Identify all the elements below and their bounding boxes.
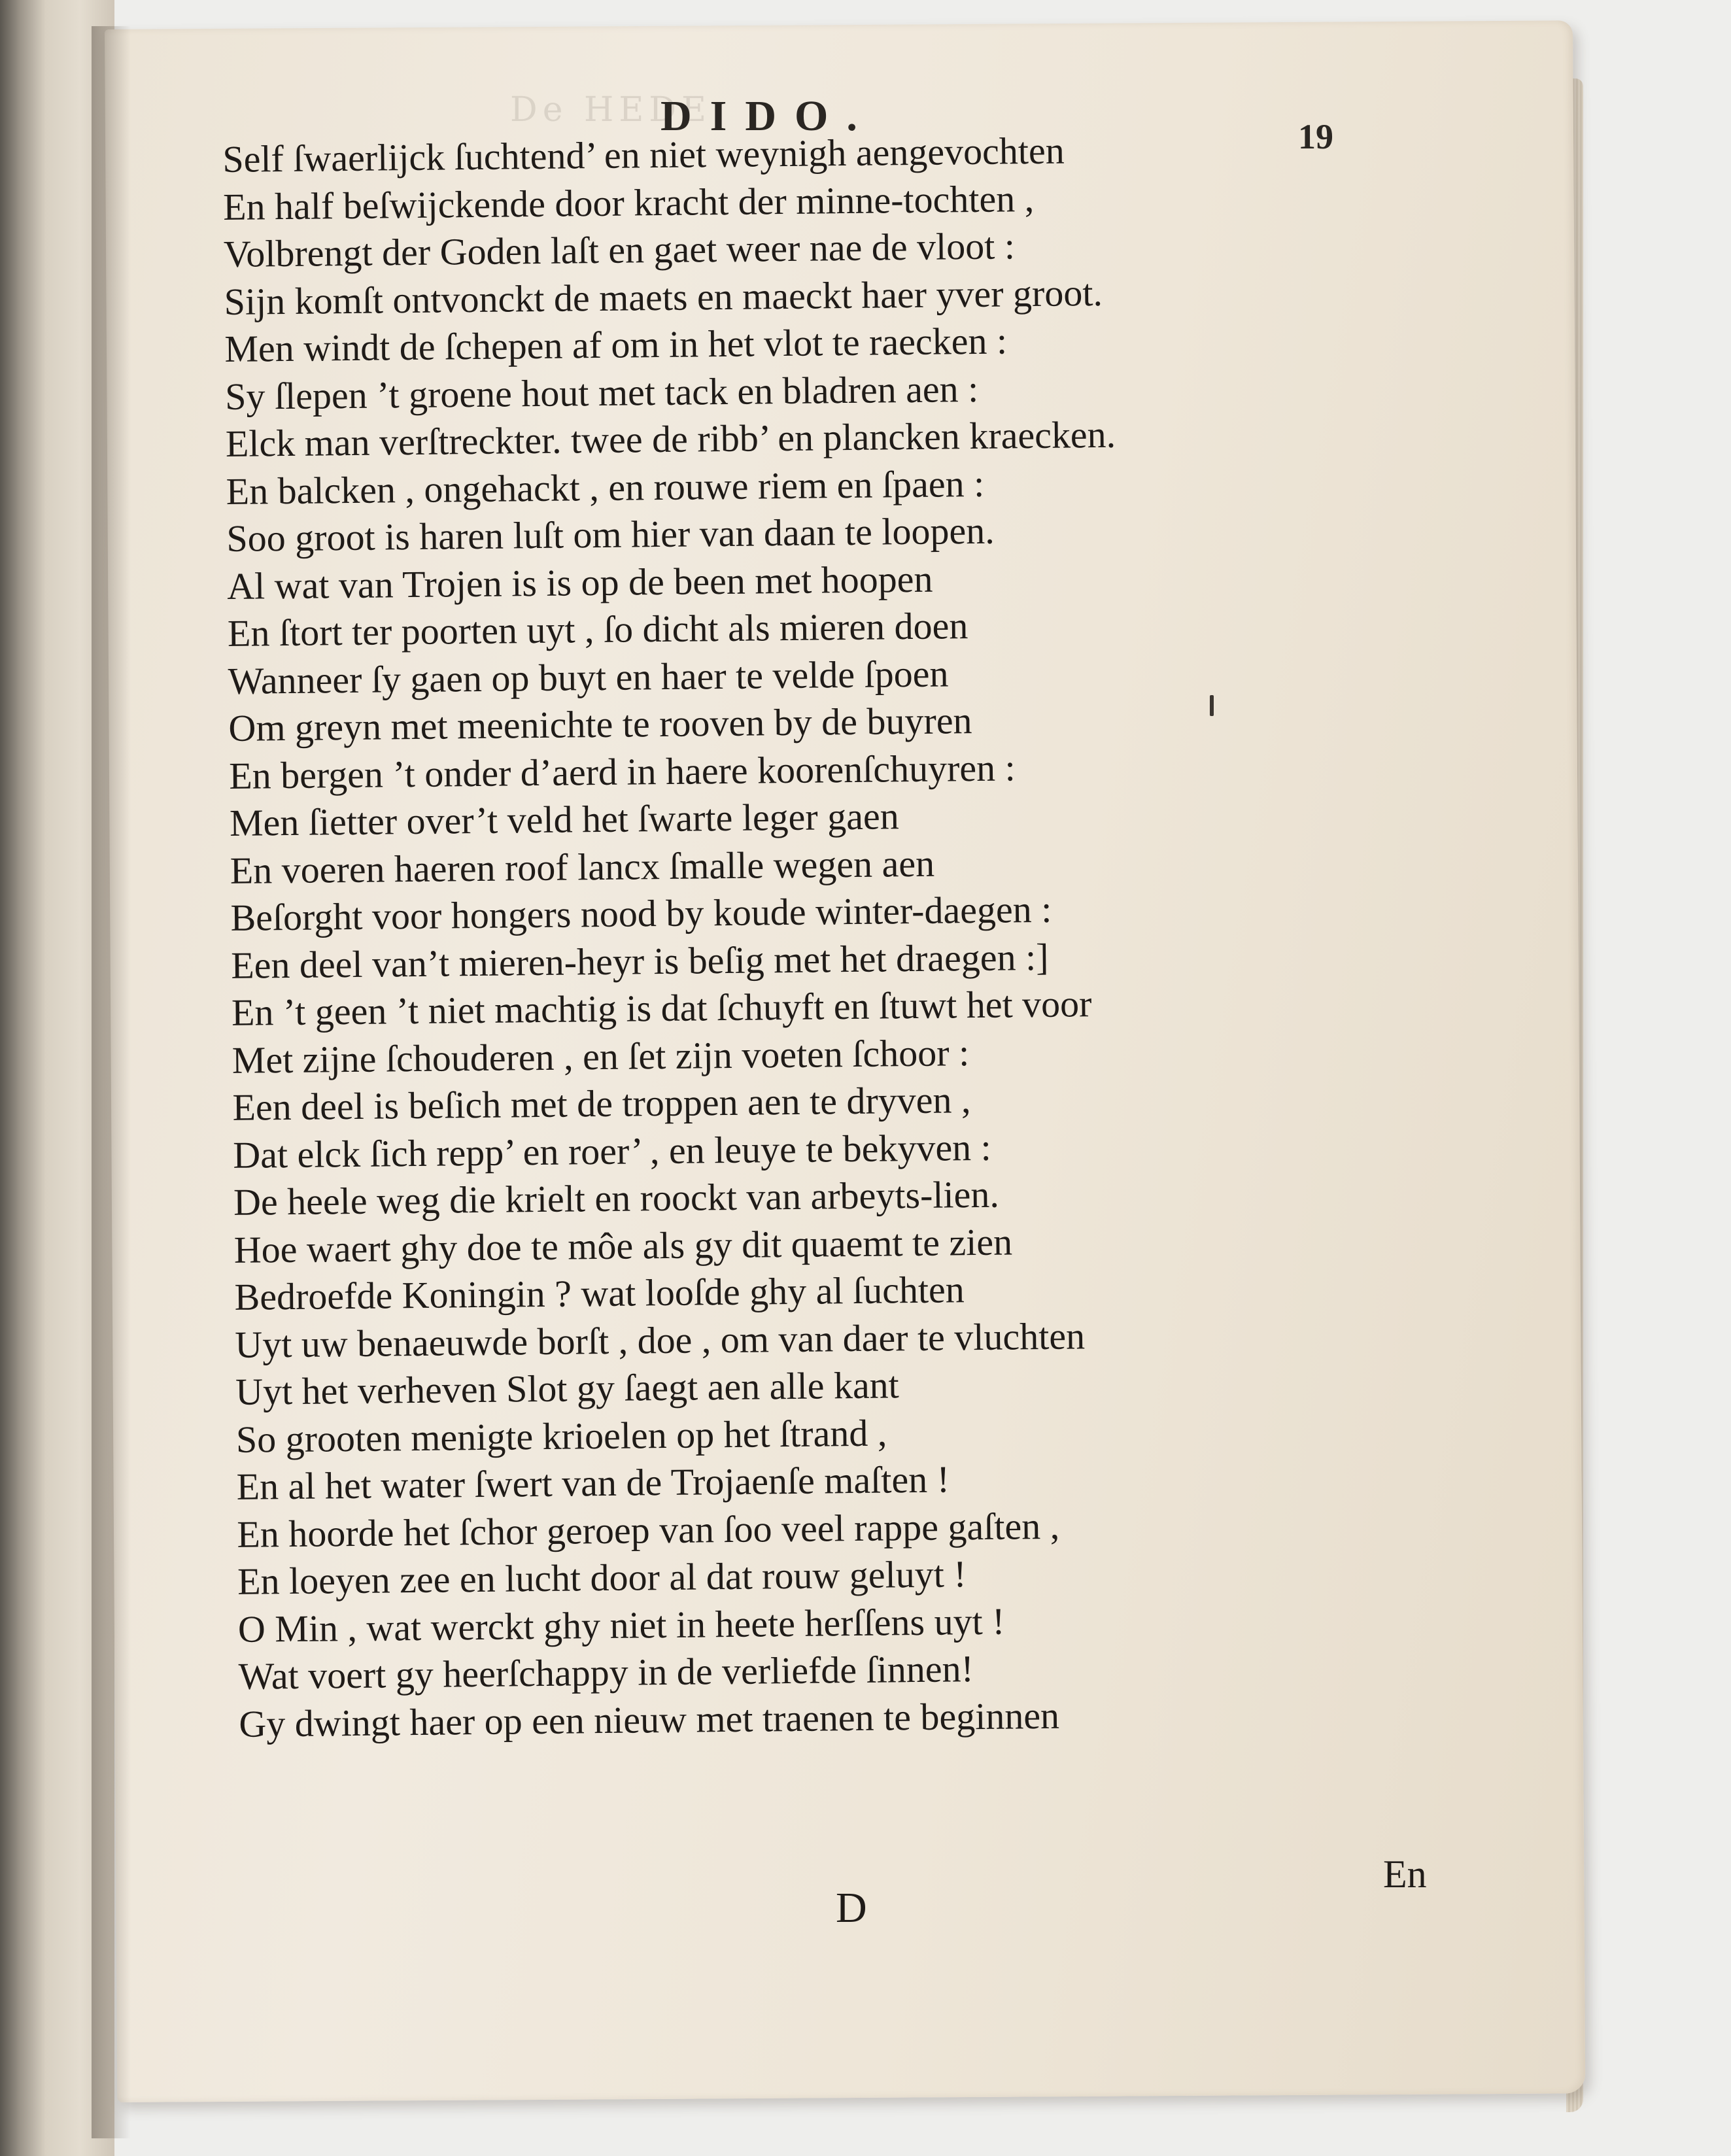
verse-line: Sijn komſt ontvonckt de maets en maeckt haer yver groot. [224,271,1103,323]
verse-line: Een deel van’t mieren-heyr is beſig met het draegen :] [230,935,1049,987]
verse-line: Elck man verſtreckter. twee de ribb’ en plancken kraecken. [225,413,1116,465]
catchword: En [1383,1853,1427,1896]
verse-line: Volbrengt der Goden laſt en gaet weer nae de vloot : [223,224,1016,275]
bleed-through-text: De HEDE [510,90,711,129]
verse-line: En hoorde het ſchor geroep van ſoo veel rappe gaſten , [237,1504,1060,1556]
verse-line: En balcken , ongehackt , en rouwe riem en ſpaen : [226,462,985,513]
verse-line: Uyt het verheven Slot gy ſaegt aen alle kant [235,1363,900,1413]
verse-line: En al het water ſwert van de Trojaenſe maſten ! [236,1458,950,1508]
verse-line: Sy ſlepen ’t groene hout met tack en bladren aen : [224,367,979,418]
verse-list [222,124,1416,1748]
verse-line: Wanneer ſy gaen op buyt en haer te velde ſpoen [228,651,949,702]
running-title: DIDO. [660,92,876,140]
verse-line: En half beſwijckende door kracht der minne-tochten , [222,177,1035,228]
verse-line: De heele weg die krielt en roockt van arbeyts-lien. [233,1172,1000,1223]
verse-line: Men windt de ſchepen af om in het vlot te raecken : [224,319,1008,370]
verse-line: Een deel is beſich met de troppen aen te dryven , [232,1078,971,1129]
verse-line: Wat voert gy heerſchappy in de verliefde ſinnen! [238,1647,974,1698]
verse-line: En voeren haeren roof lancx ſmalle wegen aen [230,842,935,892]
ink-mark [1210,695,1214,716]
verse-line: So grooten menigte krioelen op het ſtrand , [235,1411,887,1461]
verse-line: En loeyen zee en lucht door al dat rouw geluyt ! [237,1552,967,1603]
verse-line: En ’t geen ’t niet machtig is dat ſchuyft en ſtuwt het voor [231,982,1092,1034]
verse-line: En bergen ’t onder d’aerd in haere koorenſchuyren : [228,745,1016,797]
verse-line: Uyt uw benaeuwde borſt , doe , om van daer te vluchten [235,1314,1086,1366]
verse-line: Al wat van Trojen is is op de been met hoopen [226,557,933,607]
page-number: 19 [1298,117,1333,156]
verse-line: Om greyn met meenichte te rooven by de buyren [228,699,972,749]
verse-line: Men ſietter over’t veld het ſwarte leger gaen [229,795,899,844]
verse-line: O Min , wat werckt ghy niet in heete herſſens uyt ! [237,1600,1005,1651]
verse-line: Dat elck ſich repp’ en roer’ , en leuye te bekyven : [232,1125,992,1176]
signature-mark: D [836,1884,867,1932]
verse-line: Bedroefde Koningin ? wat looſde ghy al ſuchten [234,1268,965,1318]
verse-line: Gy dwingt haer op een nieuw met traenen te beginnen [239,1694,1060,1745]
verse-line: Hoe waert ghy doe te môe als gy dit quaemt te zien [233,1220,1013,1271]
verse-line: Soo groot is haren luſt om hier van daan te loopen. [226,509,995,560]
verse-line: En ſtort ter poorten uyt , ſo dicht als mieren doen [227,604,968,655]
verse-line: Met zijne ſchouderen , en ſet zijn voeten ſchoor : [231,1031,970,1082]
verse-line: Beſorght voor hongers nood by koude winter-daegen : [230,887,1052,939]
verse-line: Self ſwaerlijck ſuchtend’ en niet weynigh aengevochten [222,129,1065,180]
